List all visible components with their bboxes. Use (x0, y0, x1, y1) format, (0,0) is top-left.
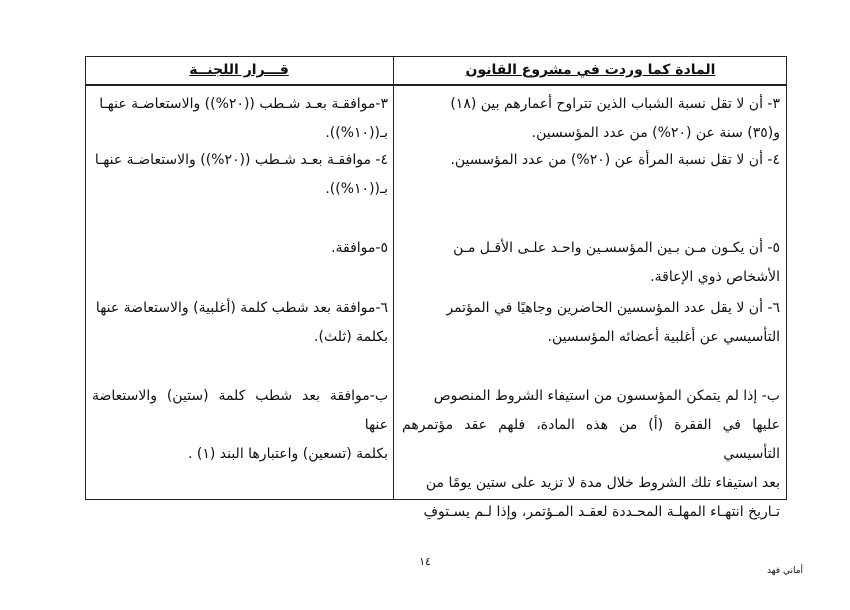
law-text-item-5: ٥- أن يكـون مـن بـين المؤسسـين واحـد علـى الأقـل مـن الأشخاص ذوي الإعاقة. (453, 240, 780, 285)
header-separator (85, 84, 787, 86)
header-committee-decision: قـــرار اللجنــة (189, 62, 289, 78)
header-law-article: المادة كما وردت في مشروع القانون (465, 62, 716, 78)
decision-text-item-5: ٥-موافقة. (331, 240, 388, 256)
law-text-item-3: ٣- أن لا تقل نسبة الشباب الذين تتراوح أعمارهم بين (١٨) و(٣٥) سنة عن (٢٠%) من عدد المؤسسين. (450, 96, 780, 141)
column-divider (393, 56, 394, 500)
decision-text-item-4: ٤- موافقـة بعـد شـطب ((٢٠%)) والاستعاضـة عنهـا بـ((١٠%)). (94, 152, 388, 197)
decision-text-item-3: ٣-موافقـة بعـد شـطب ((٢٠%)) والاستعاضـة عنهـا بـ((١٠%)). (99, 96, 388, 141)
signature: أماني فهد (766, 566, 804, 576)
decision-text-item-b: ب-موافقة بعد شطب كلمة (ستين) والاستعاضة عنها بكلمة (تسعين) واعتبارها البند (١) . (92, 388, 388, 462)
law-text-item-b: ب- إذا لم يتمكن المؤسسون من استيفاء الشروط المنصوص عليها في الفقرة (أ) من هذه المادة، فلهم عقد مؤتمرهم التأسيسي بعد استيفاء تلك الشروط خلال مدة لا تزيد على ستين يومًا من تـاريخ انتهـاء المهلـة المحـددة لعقـد المـؤتمر، وإذا لـم يسـتوفِ (402, 388, 780, 520)
decision-text-item-6: ٦-موافقة بعد شطب كلمة (أغلبية) والاستعاضة عنها بكلمة (ثلث). (95, 300, 388, 345)
law-text-item-4: ٤- أن لا تقل نسبة المرأة عن (٢٠%) من عدد المؤسسين. (450, 152, 780, 168)
page-number: ١٤ (419, 555, 431, 568)
law-text-item-6: ٦- أن لا يقل عدد المؤسسين الحاضرين وجاهيًا في المؤتمر التأسيسي عن أغلبية أعضائه المؤسسين. (446, 300, 780, 345)
